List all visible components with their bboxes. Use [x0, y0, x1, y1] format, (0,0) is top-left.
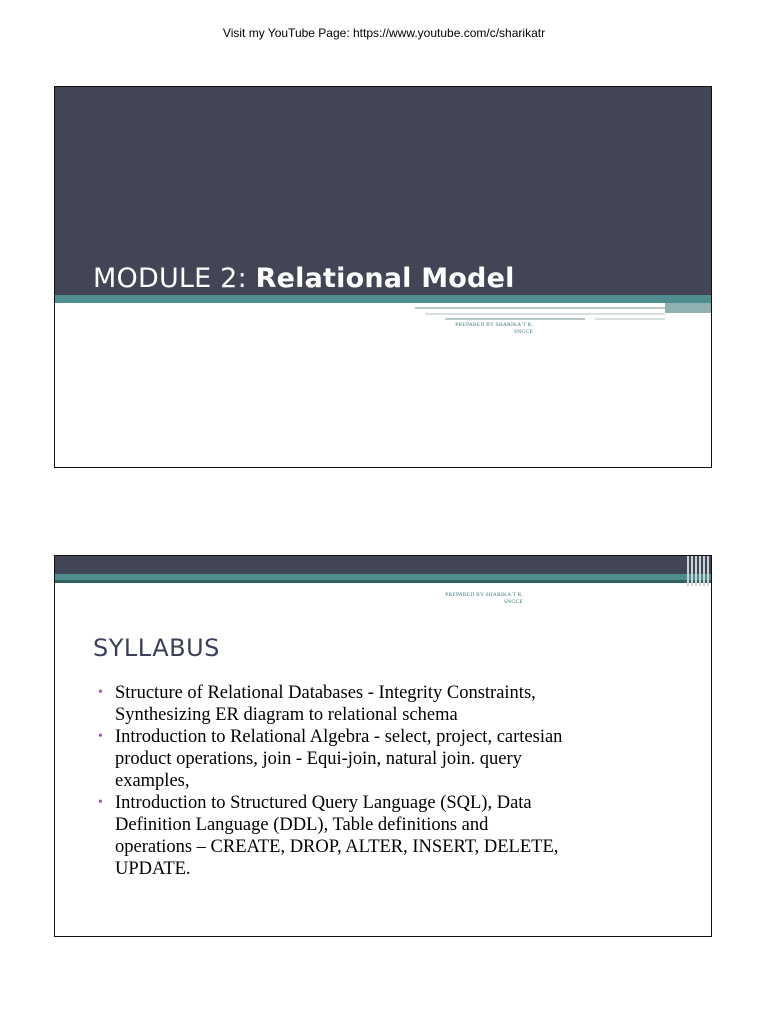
- syllabus-heading: SYLLABUS: [93, 634, 220, 662]
- syllabus-list: [97, 682, 697, 880]
- bullet-icon: •: [98, 795, 103, 810]
- decor-stripe: [707, 556, 709, 586]
- decor-stripe: [695, 556, 697, 586]
- decor-line: [445, 318, 585, 320]
- decor-stripe: [691, 556, 693, 586]
- decor-stripe: [699, 556, 701, 586]
- list-item-line: examples,: [115, 771, 190, 791]
- decor-stripe: [703, 556, 705, 586]
- decor-line: [415, 307, 665, 309]
- credit-line-1: PREPARED BY SHARIKA T R,: [455, 322, 533, 328]
- decor-line: [595, 318, 665, 320]
- title-accent-bar-2: [665, 303, 712, 313]
- syllabus-top-band: [55, 556, 711, 574]
- list-item: [97, 726, 697, 792]
- credit-line-2: SNGCE: [513, 329, 533, 335]
- title-accent-bar: [55, 295, 711, 303]
- list-item: [97, 792, 697, 880]
- syllabus-slide-credit: [405, 592, 523, 606]
- list-item-line: Synthesizing ER diagram to relational schema: [115, 705, 458, 725]
- syllabus-accent-bar-dark: [55, 580, 711, 583]
- credit-line-1: PREPARED BY SHARIKA T R,: [445, 592, 523, 598]
- bullet-icon: •: [98, 685, 103, 700]
- decor-line: [425, 313, 665, 315]
- list-item-line: Structure of Relational Databases - Integrity Constraints,: [115, 683, 536, 703]
- credit-line-2: SNGCE: [503, 599, 523, 605]
- page-header-note: Visit my YouTube Page: https://www.youtube.com/c/sharikatr: [222, 26, 546, 40]
- title-main: Relational Model: [255, 263, 515, 294]
- title-prefix: MODULE 2:: [93, 263, 256, 294]
- list-item-line: Introduction to Structured Query Language (SQL), Data: [115, 793, 532, 813]
- list-item: [97, 682, 697, 726]
- list-item-line: product operations, join - Equi-join, natural join. query: [115, 749, 522, 769]
- list-item-line: Definition Language (DDL), Table definitions and: [115, 815, 489, 835]
- decor-stripe: [687, 556, 689, 586]
- syllabus-slide: [54, 555, 712, 937]
- title-slide: [54, 86, 712, 468]
- list-item-line: UPDATE.: [115, 859, 191, 879]
- list-item-line: operations – CREATE, DROP, ALTER, INSERT, DELETE,: [115, 837, 559, 857]
- title-slide-credit: [415, 322, 533, 336]
- title-slide-title: [93, 263, 515, 294]
- list-item-line: Introduction to Relational Algebra - select, project, cartesian: [115, 727, 563, 747]
- bullet-icon: •: [98, 729, 103, 744]
